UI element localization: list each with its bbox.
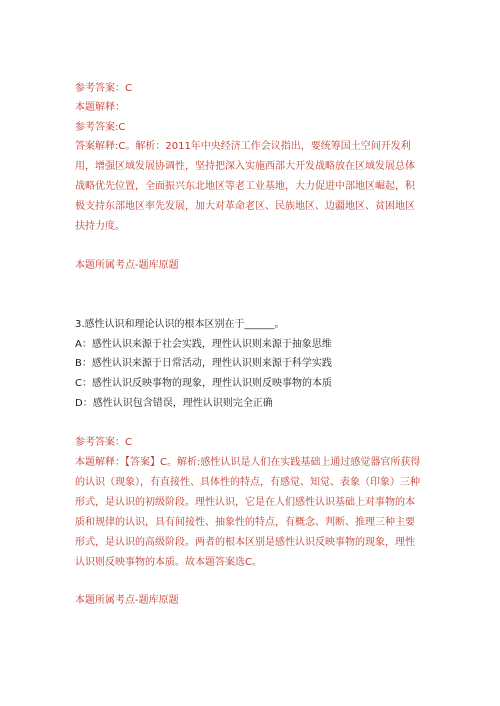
source-label: 本题所属考点-题库原题 xyxy=(75,595,179,606)
explanation-line: 扶持力度。 xyxy=(75,221,125,232)
answer-repeat: 参考答案:C xyxy=(75,122,126,133)
question-stem: 3.感性认识和理论认识的根本区别在于______。 xyxy=(75,319,285,330)
explanation-line: 的认识（现象），有直接性、具体性的特点，有感觉、知觉、表象（印象）三种 xyxy=(75,477,420,488)
option-a: A：感性认识来源于社会实践，理性认识则来源于抽象思维 xyxy=(75,339,332,350)
source-label: 本题所属考点-题库原题 xyxy=(75,260,179,271)
explanation-line: 形式，是认识的初级阶段。理性认识，它是在人们感性认识基础上对事物的本 xyxy=(75,497,415,508)
explanation-line: 形式，是认识的高级阶段。两者的根本区别是感性认识反映事物的现象，理性 xyxy=(75,537,415,548)
explanation-line: 质和规律的认识，具有间接性、抽象性的特点，有概念、判断、推理三种主要 xyxy=(75,517,415,528)
answer-label: 参考答案：C xyxy=(75,83,132,94)
option-d: D：感性认识包含错误，理性认识则完全正确 xyxy=(75,398,273,409)
explanation-line: 认识则反映事物的本质。故本题答案选C。 xyxy=(75,557,262,568)
explanation-line: 用，增强区域发展协调性，坚持把深入实施西部大开发战略放在区域发展总体 xyxy=(75,161,415,172)
analysis-label: 本题解释： xyxy=(75,102,125,113)
option-b: B：感性认识来源于日常活动，理性认识则来源于科学实践 xyxy=(75,358,332,369)
explanation-line: 答案解释:C。解析：2011年中央经济工作会议指出，要统筹国土空间开发利 xyxy=(75,141,411,152)
option-c: C：感性认识反映事物的现象，理性认识则反映事物的本质 xyxy=(75,378,332,389)
explanation-line: 极支持东部地区率先发展，加大对革命老区、民族地区、边疆地区、贫困地区 xyxy=(75,201,415,212)
explanation-line: 战略优先位置，全面振兴东北地区等老工业基地，大力促进中部地区崛起，积 xyxy=(75,181,415,192)
answer-label: 参考答案：C xyxy=(75,437,132,448)
explanation-line: 本题解释：【答案】C。解析:感性认识是人们在实践基础上通过感觉器官所获得 xyxy=(75,457,421,468)
